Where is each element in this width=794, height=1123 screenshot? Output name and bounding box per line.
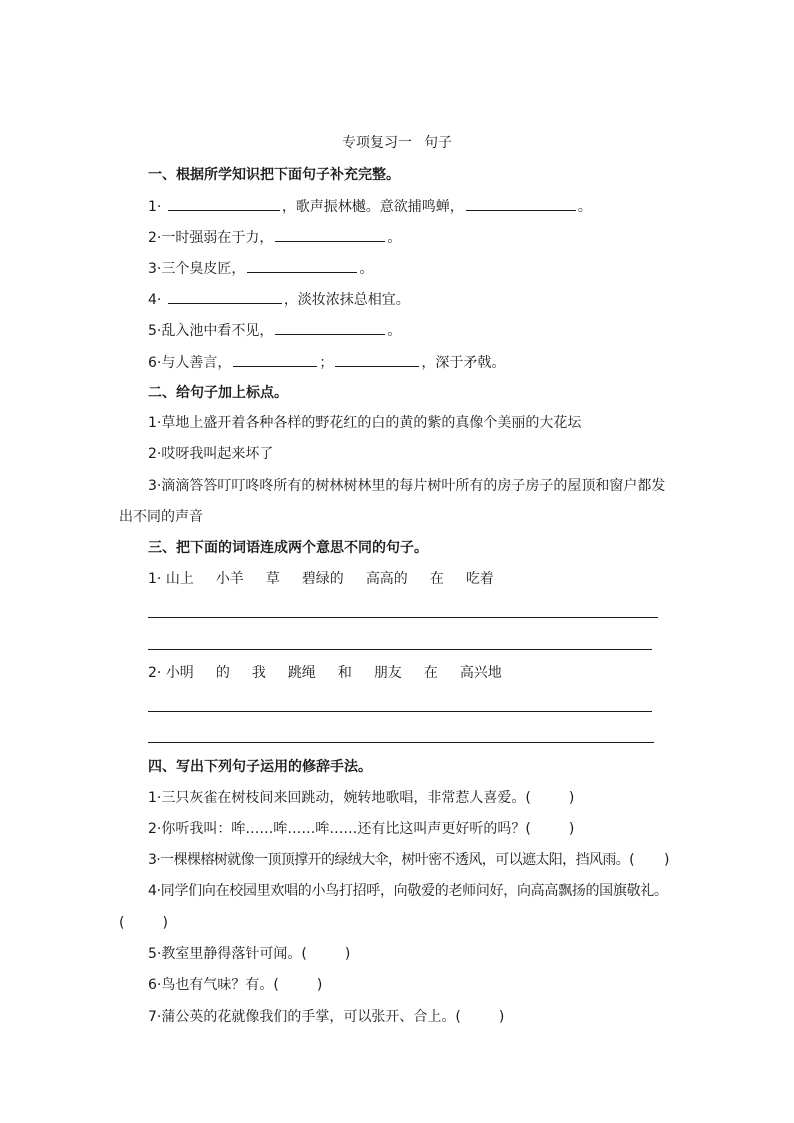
answer-blank[interactable] [275,227,385,242]
answer-blank[interactable] [466,196,576,211]
s1-item-1: 1· ，歌声振林樾。意欲捕鸣蝉， 。 [148,196,592,217]
s4-item-7: 7·蒲公英的花就像我们的手掌，可以张开、合上。( ) [148,1009,505,1025]
answer-line[interactable] [148,742,654,743]
s4-item-4: 4·同学们向在校园里欢唱的小鸟打招呼，向敬爱的老师问好，向高高飘扬的国旗敬礼。 [148,883,668,899]
s3-item-1: 1· 山上 小羊 草 碧绿的 高高的 在 吃着 [148,571,494,587]
s1-item-3: 3·三个臭皮匠， 。 [148,258,373,279]
s4-item-4-cont: ( ) [119,915,168,931]
answer-blank[interactable] [233,352,317,367]
s1-item-4: 4· ，淡妆浓抹总相宜。 [148,289,410,310]
answer-blank[interactable] [247,258,357,273]
s3-item-2: 2· 小明 的 我 跳绳 和 朋友 在 高兴地 [148,665,502,681]
section2-heading: 二、给句子加上标点。 [148,385,288,401]
s1-item-2: 2·一时强弱在于力， 。 [148,227,401,248]
answer-blank[interactable] [168,196,280,211]
section1-heading: 一、根据所学知识把下面句子补充完整。 [148,167,400,183]
answer-line[interactable] [148,649,652,650]
s4-item-2: 2·你听我叫：哞……哞……哞……还有比这叫声更好听的吗？( ) [148,821,575,837]
section4-heading: 四、写出下列句子运用的修辞手法。 [148,759,372,775]
answer-blank[interactable] [168,289,282,304]
section3-heading: 三、把下面的词语连成两个意思不同的句子。 [148,540,428,556]
s2-item-3-cont: 出不同的声音 [119,509,203,525]
s2-item-1: 1·草地上盛开着各种各样的野花红的白的黄的紫的真像个美丽的大花坛 [148,415,582,431]
answer-line[interactable] [148,711,652,712]
s4-item-3: 3·一棵棵榕树就像一顶顶撑开的绿绒大伞，树叶密不透风，可以遮太阳，挡风雨。( ) [148,852,669,868]
s2-item-2: 2·哎呀我叫起来坏了 [148,446,274,462]
title-sub: 句子 [424,135,452,151]
answer-blank[interactable] [335,352,419,367]
s4-item-1: 1·三只灰雀在树枝间来回跳动，婉转地歌唱，非常惹人喜爱。( ) [148,790,575,806]
answer-blank[interactable] [275,320,385,335]
answer-line[interactable] [148,617,658,618]
page-title [0,133,794,153]
s4-item-5: 5·教室里静得落针可闻。( ) [148,946,351,962]
s2-item-3: 3·滴滴答答叮叮咚咚所有的树林树林里的每片树叶所有的房子房子的屋顶和窗户都发 [148,478,666,494]
title-main: 专项复习一 [342,135,412,151]
s1-item-5: 5·乱入池中看不见， 。 [148,320,401,341]
s4-item-6: 6·鸟也有气味？有。( ) [148,977,323,993]
s1-item-6: 6·与人善言， ； ，深于矛戟。 [148,352,505,373]
